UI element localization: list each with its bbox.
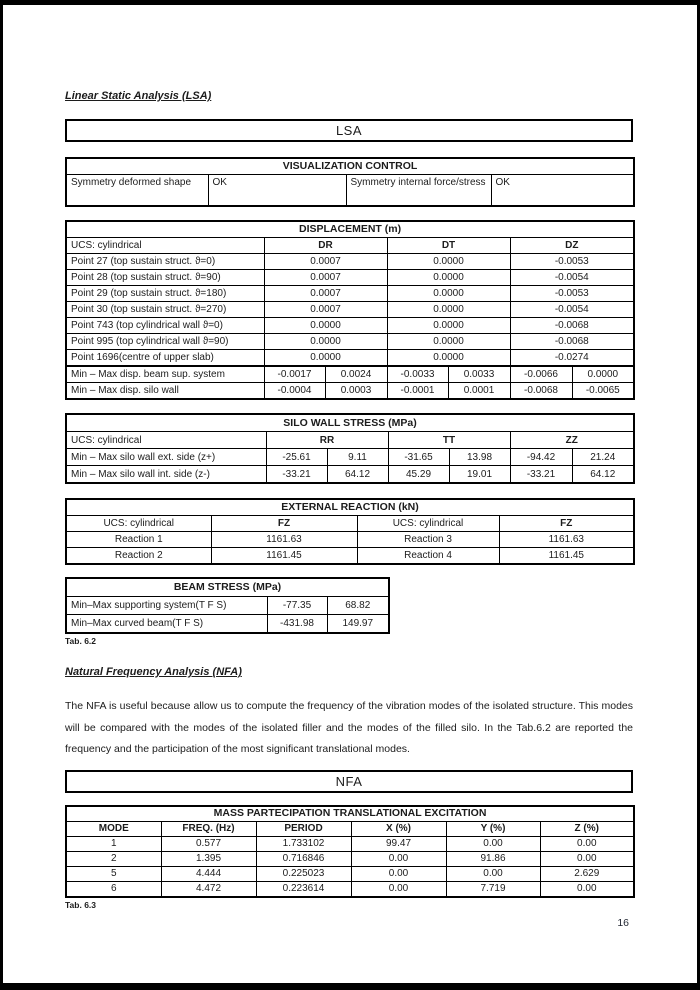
table-row	[66, 881, 634, 897]
row-label: Point 743 (top cylindrical wall ϑ=0)	[66, 318, 264, 334]
table-row	[66, 548, 634, 565]
header-cell: PERIOD	[256, 821, 351, 836]
displacement-table	[65, 220, 635, 400]
value-cell: 0.0007	[264, 254, 387, 270]
value-cell: 4.472	[161, 881, 256, 897]
value-cell: 1	[66, 836, 161, 851]
table-row	[66, 254, 634, 270]
row-label: Min – Max silo wall int. side (z-)	[66, 466, 266, 484]
table-title-row	[66, 221, 634, 238]
value-cell: 0.0033	[448, 366, 510, 383]
value-cell: -0.0033	[387, 366, 448, 383]
table-title-row	[66, 578, 389, 597]
value-cell: 0.0000	[264, 318, 387, 334]
table-title: MASS PARTECIPATION TRANSLATIONAL EXCITATION	[66, 806, 634, 822]
value-cell: -0.0053	[510, 286, 634, 302]
value-cell: -25.61	[266, 449, 327, 466]
value-cell: 0.223614	[256, 881, 351, 897]
value-cell: 4.444	[161, 866, 256, 881]
value-cell: 0.0007	[264, 302, 387, 318]
row-label: Reaction 1	[66, 532, 211, 548]
table-title-row	[66, 414, 634, 432]
row-label: Point 1696(centre of upper slab)	[66, 350, 264, 367]
value-cell: -0.0065	[572, 383, 634, 400]
value-cell: 0.0003	[325, 383, 387, 400]
vis-cell: OK	[491, 175, 634, 207]
row-label: Point 29 (top sustain struct. ϑ=180)	[66, 286, 264, 302]
row-label: Min–Max supporting system(T F S)	[66, 597, 267, 615]
table-header-row	[66, 821, 634, 836]
value-cell: -0.0054	[510, 302, 634, 318]
value-cell: 0.00	[540, 851, 634, 866]
value-cell: 0.0007	[264, 286, 387, 302]
value-cell: -0.0017	[264, 366, 325, 383]
value-cell: 99.47	[351, 836, 446, 851]
row-label: Min–Max curved beam(T F S)	[66, 615, 267, 634]
value-cell: 0.0000	[387, 302, 510, 318]
visualization-control-table	[65, 157, 635, 207]
row-label: Min – Max silo wall ext. side (z+)	[66, 449, 266, 466]
vis-cell: Symmetry internal force/stress	[346, 175, 491, 207]
value-cell: 149.97	[327, 615, 389, 634]
value-cell: 0.0000	[264, 334, 387, 350]
table-row	[66, 851, 634, 866]
table-title-row	[66, 806, 634, 822]
value-cell: 0.0000	[387, 318, 510, 334]
value-cell: 2.629	[540, 866, 634, 881]
value-cell: 1.733102	[256, 836, 351, 851]
table-row	[66, 597, 389, 615]
value-cell: 0.00	[351, 851, 446, 866]
table-row	[66, 466, 634, 484]
value-cell: 0.00	[351, 866, 446, 881]
value-cell: 68.82	[327, 597, 389, 615]
value-cell: 0.716846	[256, 851, 351, 866]
table-row	[66, 175, 634, 207]
header-cell: RR	[266, 432, 388, 449]
value-cell: 0.225023	[256, 866, 351, 881]
value-cell: -0.0068	[510, 318, 634, 334]
value-cell: 0.00	[446, 836, 540, 851]
nfa-banner-label: NFA	[335, 773, 363, 789]
nfa-paragraph: The NFA is useful because allow us to compute the frequency of the vibration modes of the isolated structure. This modes will be compared with the modes of the isolated filler and the modes of the filled silo. In the Tab.6.2 are reported the frequency and the participation of the most significant translational modes.	[65, 700, 633, 755]
header-cell: TT	[388, 432, 510, 449]
mass-partecipation-table	[65, 805, 635, 898]
page-content	[65, 5, 633, 910]
value-cell: 2	[66, 851, 161, 866]
value-cell: 0.0000	[387, 334, 510, 350]
table-row	[66, 532, 634, 548]
row-label: Point 995 (top cylindrical wall ϑ=90)	[66, 334, 264, 350]
header-cell: DZ	[510, 238, 634, 254]
table-row	[66, 350, 634, 367]
table-row	[66, 836, 634, 851]
value-cell: -0.0068	[510, 334, 634, 350]
row-label: Point 28 (top sustain struct. ϑ=90)	[66, 270, 264, 286]
table-row	[66, 615, 389, 634]
lsa-banner	[65, 119, 633, 142]
header-cell: UCS: cylindrical	[357, 516, 499, 532]
header-cell: ZZ	[510, 432, 634, 449]
value-cell: 19.01	[449, 466, 510, 484]
row-label: Reaction 4	[357, 548, 499, 565]
page-number: 16	[617, 917, 629, 929]
header-cell: X (%)	[351, 821, 446, 836]
table-title-row	[66, 158, 634, 175]
value-cell: 0.577	[161, 836, 256, 851]
table-row	[66, 449, 634, 466]
vis-cell: Symmetry deformed shape	[66, 175, 208, 207]
table-title: BEAM STRESS (MPa)	[66, 578, 389, 597]
table-title: DISPLACEMENT (m)	[66, 221, 634, 238]
value-cell: 7.719	[446, 881, 540, 897]
value-cell: -0.0004	[264, 383, 325, 400]
value-cell: 91.86	[446, 851, 540, 866]
row-label: Min – Max disp. beam sup. system	[66, 366, 264, 383]
row-label: Reaction 3	[357, 532, 499, 548]
value-cell: -0.0068	[510, 383, 572, 400]
value-cell: 1161.45	[211, 548, 357, 565]
silo-wall-stress-table	[65, 413, 635, 484]
value-cell: 5	[66, 866, 161, 881]
table-header-row	[66, 516, 634, 532]
vis-cell: OK	[208, 175, 346, 207]
value-cell: 0.0000	[387, 254, 510, 270]
value-cell: 13.98	[449, 449, 510, 466]
header-cell: DT	[387, 238, 510, 254]
value-cell: -77.35	[267, 597, 327, 615]
table-caption-tab62: Tab. 6.2	[65, 636, 97, 646]
value-cell: 21.24	[572, 449, 634, 466]
value-cell: 0.0000	[572, 366, 634, 383]
value-cell: 1161.63	[499, 532, 634, 548]
table-title-row	[66, 499, 634, 516]
header-cell: MODE	[66, 821, 161, 836]
table-row	[66, 318, 634, 334]
value-cell: 0.0000	[387, 270, 510, 286]
header-cell: FREQ. (Hz)	[161, 821, 256, 836]
header-cell: UCS: cylindrical	[66, 516, 211, 532]
table-caption-tab63: Tab. 6.3	[65, 899, 97, 910]
row-label: Min – Max disp. silo wall	[66, 383, 264, 400]
value-cell: 0.0000	[264, 350, 387, 367]
value-cell: 64.12	[572, 466, 634, 484]
header-cell: UCS: cylindrical	[66, 238, 264, 254]
value-cell: 0.00	[351, 881, 446, 897]
lsa-section-heading: Linear Static Analysis (LSA)	[65, 90, 212, 102]
header-cell: FZ	[499, 516, 634, 532]
value-cell: 0.00	[540, 836, 634, 851]
value-cell: 0.0001	[448, 383, 510, 400]
value-cell: -0.0066	[510, 366, 572, 383]
value-cell: 0.0000	[387, 286, 510, 302]
table-row	[66, 366, 634, 383]
table-header-row	[66, 432, 634, 449]
table-row	[66, 286, 634, 302]
row-label: Reaction 2	[66, 548, 211, 565]
lsa-banner-label: LSA	[335, 123, 363, 138]
beam-stress-table	[65, 577, 390, 634]
value-cell: -0.0001	[387, 383, 448, 400]
table-title: SILO WALL STRESS (MPa)	[66, 414, 634, 432]
table-title: EXTERNAL REACTION (kN)	[66, 499, 634, 516]
external-reaction-table	[65, 498, 635, 565]
table-row	[66, 302, 634, 318]
value-cell: 0.0007	[264, 270, 387, 286]
value-cell: 0.00	[446, 866, 540, 881]
row-label: Point 27 (top sustain struct. ϑ=0)	[66, 254, 264, 270]
header-cell: DR	[264, 238, 387, 254]
value-cell: -431.98	[267, 615, 327, 634]
value-cell: -94.42	[510, 449, 572, 466]
table-row	[66, 383, 634, 400]
table-row	[66, 270, 634, 286]
value-cell: -0.0053	[510, 254, 634, 270]
header-cell: FZ	[211, 516, 357, 532]
value-cell: -33.21	[266, 466, 327, 484]
table-row	[66, 334, 634, 350]
value-cell: -33.21	[510, 466, 572, 484]
table-header-row	[66, 238, 634, 254]
value-cell: 0.0024	[325, 366, 387, 383]
header-cell: UCS: cylindrical	[66, 432, 266, 449]
header-cell: Z (%)	[540, 821, 634, 836]
table-title: VISUALIZATION CONTROL	[66, 158, 634, 175]
nfa-banner	[65, 770, 633, 793]
value-cell: 0.00	[540, 881, 634, 897]
value-cell: 0.0000	[387, 350, 510, 367]
row-label: Point 30 (top sustain struct. ϑ=270)	[66, 302, 264, 318]
value-cell: 1161.45	[499, 548, 634, 565]
value-cell: -31.65	[388, 449, 449, 466]
value-cell: -0.0054	[510, 270, 634, 286]
header-cell: Y (%)	[446, 821, 540, 836]
value-cell: 45.29	[388, 466, 449, 484]
nfa-section-heading: Natural Frequency Analysis (NFA)	[65, 666, 242, 678]
value-cell: 1.395	[161, 851, 256, 866]
value-cell: 9.11	[327, 449, 388, 466]
value-cell: -0.0274	[510, 350, 634, 367]
value-cell: 1161.63	[211, 532, 357, 548]
value-cell: 64.12	[327, 466, 388, 484]
value-cell: 6	[66, 881, 161, 897]
table-row	[66, 866, 634, 881]
